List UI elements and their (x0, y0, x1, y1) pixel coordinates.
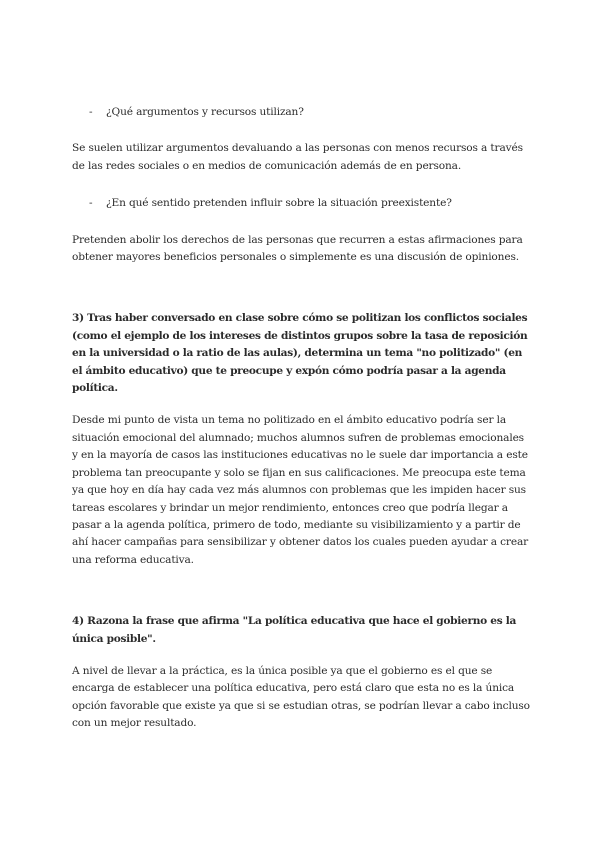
question-4-heading: 4) Razona la frase que afirma "La política educativa que hace el gobierno es la única posible". (72, 615, 517, 645)
answer-influence-paragraph: Pretenden abolir los derechos de las personas que recurren a estas afirmaciones para obtener mayores beneficios personales o simplemente es una discusión de opiniones. (72, 233, 523, 264)
answer-4-paragraph: A nivel de llevar a la práctica, es la única posible ya que el gobierno es el que se encarga de establecer una política educativa, pero está claro que esta no es la única opción favorable que existe ya que si se estudian otras, se podrían llevar a cabo incluso con un mejor resultado. (72, 664, 530, 730)
bullet-question-arguments (72, 104, 530, 121)
answer-3-paragraph: Desde mi punto de vista un tema no politizado en el ámbito educativo podría ser la situación emocional del alumnado; muchos alumnos sufren de problemas emocionales y en la mayoría de casos las instituciones educativas no le suele dar importancia a este problema tan preocupante y solo se fijan en sus calificaciones. Me preocupa este tema ya que hoy en día hay cada vez más alumnos con problemas que les impiden hacer sus tareas escolares y brindar un mejor rendimiento, entonces creo que podría llegar a pasar a la agenda política, primero de todo, mediante su visibilizamiento y a partir de ahí hacer campañas para sensibilizar y obtener datos los cuales pueden ayudar a crear una reforma educativa. (72, 414, 529, 566)
bullet-dash: - (89, 106, 93, 118)
section-spacer (72, 286, 530, 310)
document-page (72, 104, 530, 753)
bullet-text: ¿En qué sentido pretenden influir sobre la situación preexistente? (106, 197, 452, 210)
question-3-heading: 3) Tras haber conversado en clase sobre cómo se politizan los conflictos sociales (como el ejemplo de los intereses de distintos grupos sobre la tasa de reposición en la universidad o la ratio de las aulas), determina un tema "no politizado" (en el ámbito educativo) que te preocupe y expón cómo podría pasar a la agenda política. (72, 312, 528, 395)
bullet-text: ¿Qué argumentos y recursos utilizan? (106, 106, 304, 118)
section-spacer (72, 589, 530, 613)
bullet-dash: - (89, 197, 93, 210)
bullet-question-influence (72, 195, 530, 212)
answer-arguments-paragraph: Se suelen utilizar argumentos devaluando a las personas con menos recursos a través de las redes sociales o en medios de comunicación además de en persona. (72, 142, 523, 172)
